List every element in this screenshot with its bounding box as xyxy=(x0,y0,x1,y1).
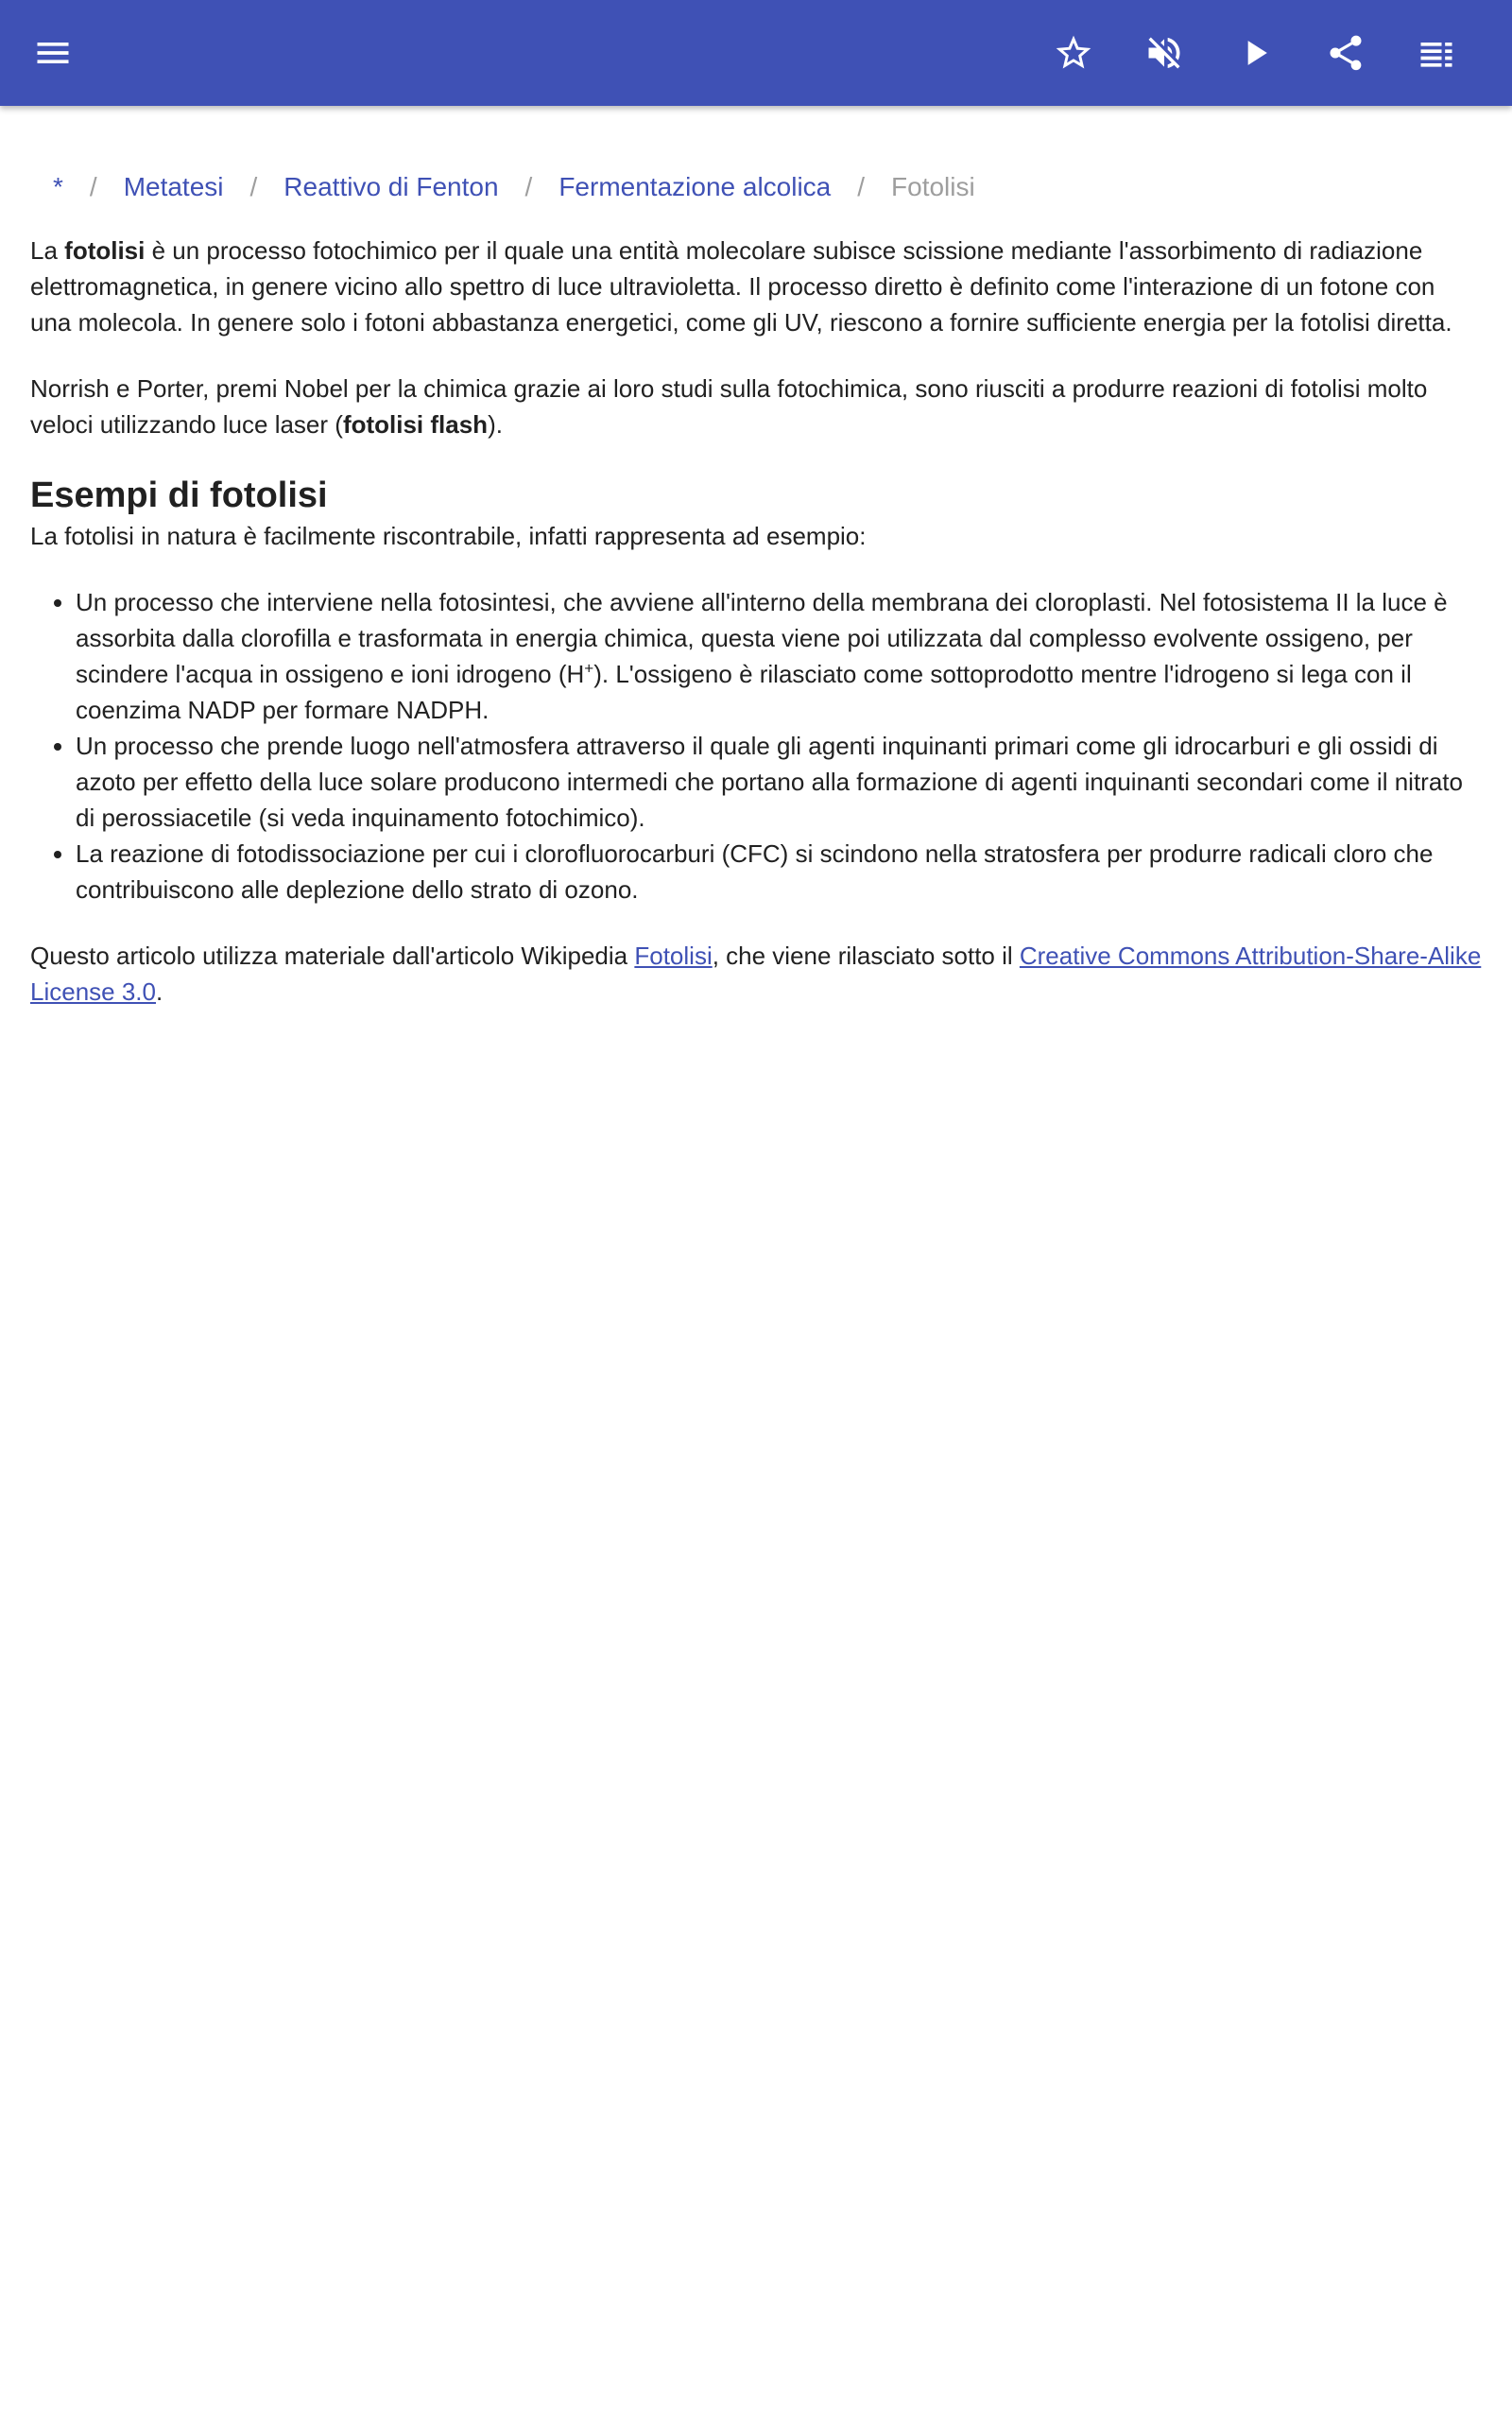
breadcrumb-root[interactable]: * xyxy=(53,172,63,201)
intro-prefix: La xyxy=(30,236,65,265)
examples-list xyxy=(30,584,1482,908)
attribution-prefix: Questo articolo utilizza materiale dall'articolo Wikipedia xyxy=(30,942,635,970)
second-suffix: ). xyxy=(488,410,503,439)
menu-icon[interactable] xyxy=(23,23,83,83)
list-item-text: ). L'ossigeno è rilasciato come sottoprodotto mentre l'idrogeno si lega con il coenzima NADP per formare NADPH. xyxy=(76,660,1412,724)
attribution-paragraph xyxy=(30,938,1482,1010)
intro-text: è un processo fotochimico per il quale una entità molecolare subisce scissione mediante l'assorbimento di radiazione elettromagnetica, in genere vicino allo spettro di luce ultravioletta. Il processo diretto è definito come l'interazione di un fotone con una molecola. In genere solo i fotoni abbastanza energetici, come gli UV, riescono a fornire sufficiente energia per la fotolisi diretta. xyxy=(30,236,1452,337)
attribution-middle: , che viene rilasciato sotto il xyxy=(712,942,1020,970)
breadcrumb-separator: / xyxy=(89,172,97,201)
breadcrumb-item-fermentazione-alcolica[interactable]: Fermentazione alcolica xyxy=(558,172,832,201)
attribution-suffix: . xyxy=(155,977,163,1006)
breadcrumb-separator: / xyxy=(524,172,533,201)
list-item: • Un processo che prende luogo nell'atmosfera attraverso il quale gli agenti inquinanti primari come gli idrocarburi e gli ossidi di azoto per effetto della luce solare producono intermedi che portano alla formazione di agenti inquinanti secondari come il nitrato di perossiacetile (si veda inquinamento fotochimico). xyxy=(76,728,1482,836)
star-outline-icon[interactable] xyxy=(1043,23,1104,83)
list-item: • La reazione di fotodissociazione per cui i clorofluorocarburi (CFC) si scindono nella stratosfera per produrre radicali cloro che contribuiscono alle deplezione dello strato di ozono. xyxy=(76,836,1482,908)
app-toolbar xyxy=(0,0,1512,106)
breadcrumb-current: Fotolisi xyxy=(891,172,975,201)
volume-off-icon[interactable] xyxy=(1134,23,1194,83)
intro-paragraph xyxy=(30,233,1482,340)
wikipedia-article-link[interactable]: Fotolisi xyxy=(634,942,713,970)
license-link[interactable]: Creative Commons Attribution-Share-Alike License 3.0 xyxy=(30,942,1482,1006)
breadcrumb-item-reattivo-di-fenton[interactable]: Reattivo di Fenton xyxy=(284,172,499,201)
play-icon[interactable] xyxy=(1225,23,1285,83)
breadcrumb-separator: / xyxy=(857,172,866,201)
list-item-text: Un processo che interviene nella fotosintesi, che avviene all'interno della membrana dei cloroplasti. Nel fotosistema II la luce è assorbita dalla clorofilla e trasformata in energia chimica, questa viene poi utilizzata dal complesso evolvente ossigeno, per scindere l'acqua in ossigeno e ioni idrogeno (H xyxy=(76,588,1448,688)
superscript: + xyxy=(584,659,594,678)
article-content xyxy=(30,151,1482,1040)
share-icon[interactable] xyxy=(1315,23,1376,83)
second-bold-term: fotolisi flash xyxy=(342,410,489,439)
second-text: Norrish e Porter, premi Nobel per la chimica grazie ai loro studi sulla fotochimica, sono riusciti a produrre reazioni di fotolisi molto veloci utilizzando luce laser ( xyxy=(30,374,1428,439)
playlist-icon[interactable] xyxy=(1406,23,1467,83)
intro-bold-term: fotolisi xyxy=(64,236,146,265)
section-title: Esempi di fotolisi xyxy=(30,475,328,515)
breadcrumb xyxy=(30,151,1482,223)
section-intro: La fotolisi in natura è facilmente riscontrabile, infatti rappresenta ad esempio: xyxy=(30,522,867,550)
list-item xyxy=(76,584,1482,728)
second-paragraph xyxy=(30,371,1482,442)
breadcrumb-item-metatesi[interactable]: Metatesi xyxy=(123,172,224,201)
breadcrumb-separator: / xyxy=(249,172,258,201)
